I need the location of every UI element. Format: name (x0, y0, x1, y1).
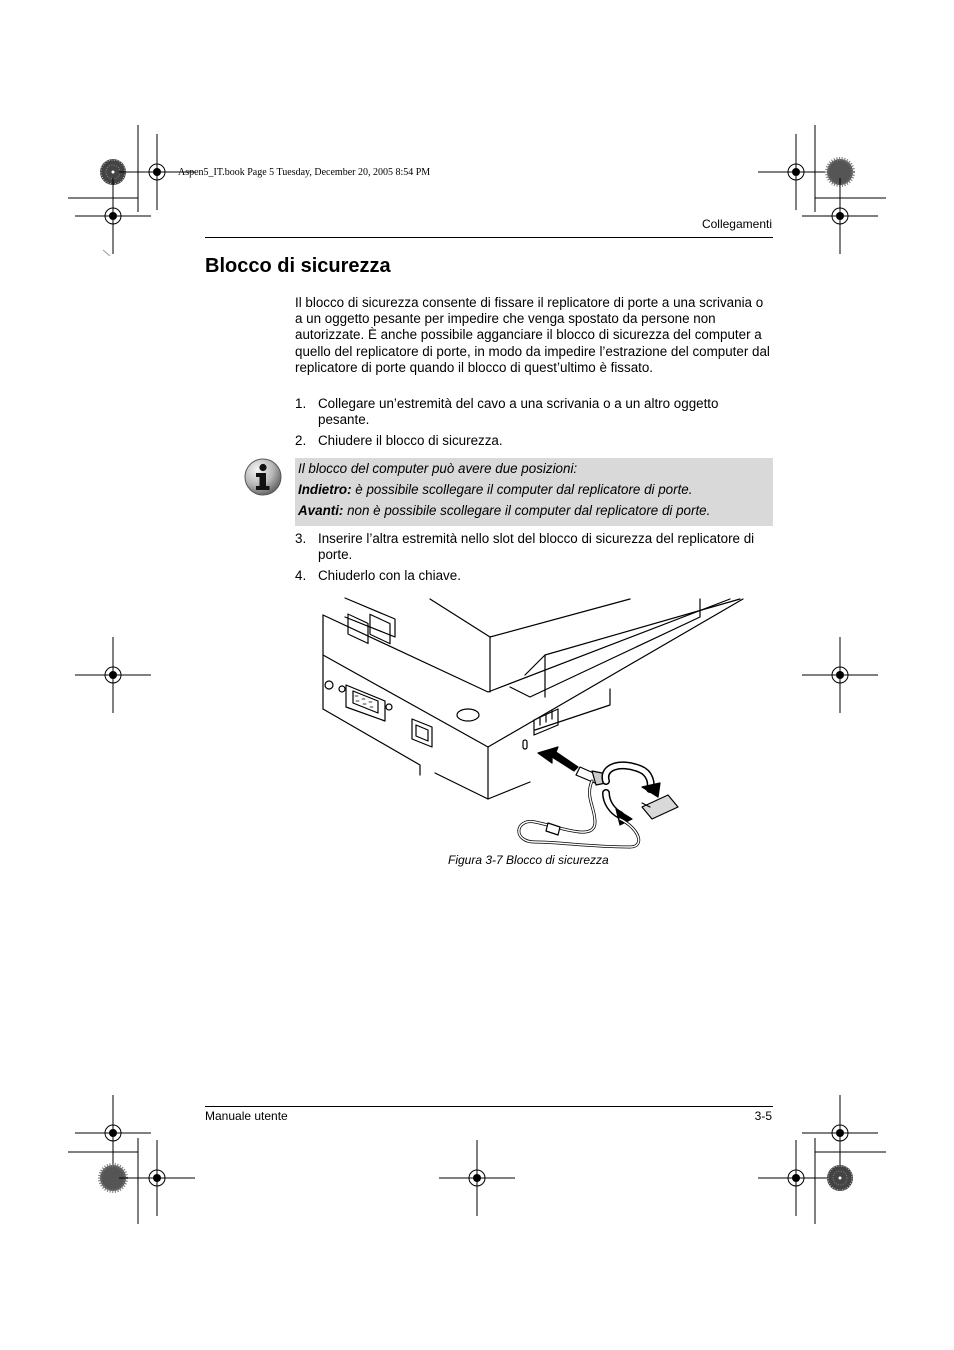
figure-caption: Figura 3-7 Blocco di sicurezza (448, 853, 609, 867)
step-number: 2. (295, 433, 307, 448)
note-line: Il blocco del computer può avere due posizioni: (298, 461, 578, 476)
list-item (295, 568, 773, 584)
step-text: Collegare un’estremità del cavo a una scrivania o a un altro oggetto pesante. (318, 396, 719, 428)
step-number: 1. (295, 396, 307, 411)
footer-title: Manuale utente (205, 1109, 288, 1123)
intro-paragraph: Il blocco di sicurezza consente di fissare il replicatore di porte a una scrivania o a un oggetto pesante per impedire che venga spostato da persone non autorizzate. È anche possibile agganciare il blocco di sicurezza del computer a quello del replicatore di porte, in modo da impedire l’estrazione del computer dal replicatore di porte quando il blocco di quest’ultimo è fissato. (295, 295, 770, 375)
step-number: 3. (295, 531, 307, 546)
note-line-forward (298, 503, 710, 518)
section-title: Blocco di sicurezza (205, 255, 391, 277)
print-slug: Aspen5_IT.book Page 5 Tuesday, December 20, 2005 8:54 PM (178, 167, 431, 178)
note-text: è possibile scollegare il computer dal replicatore di porte. (351, 482, 693, 497)
note-text: non è possibile scollegare il computer dal replicatore di porte. (343, 503, 711, 518)
note-label: Indietro: (298, 482, 352, 497)
step-number: 4. (295, 568, 307, 583)
step-text: Chiuderlo con la chiave. (318, 568, 461, 583)
step-text: Chiudere il blocco di sicurezza. (318, 433, 503, 448)
footer-rule (205, 1106, 773, 1107)
list-item (295, 433, 773, 449)
header-rule (205, 237, 773, 238)
list-item (295, 396, 773, 428)
info-icon (244, 458, 282, 498)
note-line-back (298, 482, 692, 497)
list-item (295, 531, 773, 563)
step-text: Inserire l’altra estremità nello slot del blocco di sicurezza del replicatore di porte. (318, 531, 755, 563)
security-lock-illustration (320, 597, 750, 857)
note-label: Avanti: (298, 503, 344, 518)
page-number: 3-5 (754, 1109, 772, 1123)
note-box (295, 458, 773, 526)
running-header: Collegamenti (701, 217, 772, 231)
